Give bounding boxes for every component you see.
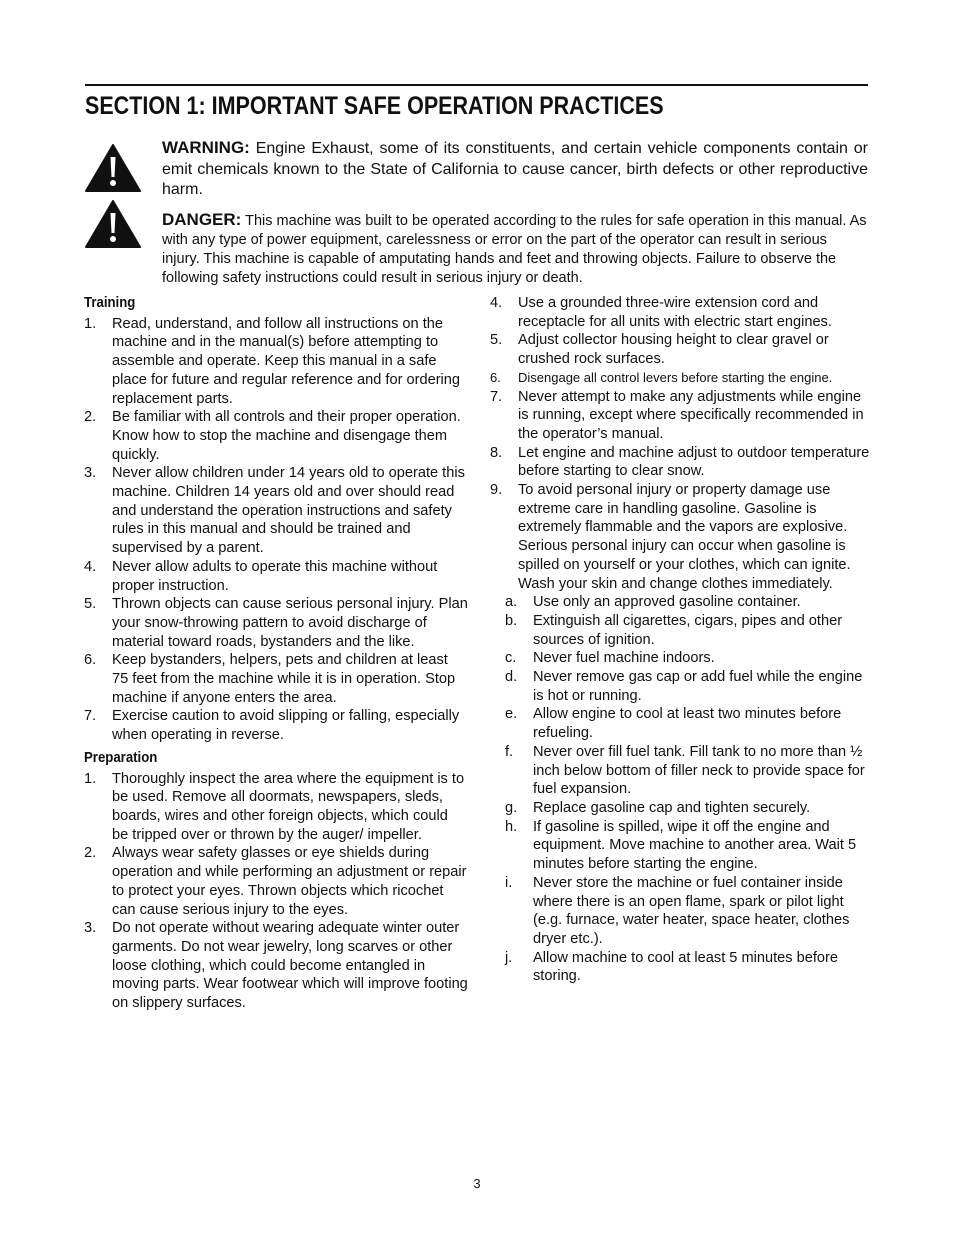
left-column <box>84 294 468 1013</box>
list-item: 4. Use a grounded three-wire extension cord and receptacle for all units with electric start engines. <box>490 295 832 330</box>
page-number: 3 <box>473 1176 481 1191</box>
list-item: 1. Thoroughly inspect the area where the equipment is to be used. Remove all doormats, newspapers, sleds, boards, wires and other foreign objects, which could be tripped over or thrown by the auger/ impeller. <box>84 770 465 843</box>
gasoline-sublist <box>490 593 870 986</box>
list-item: 6. Keep bystanders, helpers, pets and children at least 75 feet from the machine while it is in operation. Stop machine if anyone enters the area. <box>84 652 456 706</box>
preparation-heading: Preparation <box>84 748 158 766</box>
list-item: 5. Thrown objects can cause serious personal injury. Plan your snow-throwing pattern to avoid discharge of material toward roads, bystanders and the like. <box>84 596 468 650</box>
danger-notice <box>162 210 868 288</box>
warning-text: Engine Exhaust, some of its constituents, and certain vehicle components contain or emit chemicals known to the State of California to cause cancer, birth defects or other reproductive harm. <box>162 140 868 198</box>
list-item: 2. Always wear safety glasses or eye shields during operation and while performing an adjustment or repair to protect your eyes. Thrown objects which ricochet can cause serious injury to the eyes. <box>84 845 467 918</box>
right-column <box>490 294 870 986</box>
sub-list-item: d. Never remove gas cap or add fuel while the engine is hot or running. <box>505 669 863 704</box>
list-item: 5. Adjust collector housing height to clear gravel or crushed rock surfaces. <box>490 332 829 368</box>
list-item: 7. Never attempt to make any adjustments while engine is running, except where specifically recommended in the operator’s manual. <box>490 388 864 442</box>
danger-label: DANGER: <box>162 210 242 229</box>
list-item: 7. Exercise caution to avoid slipping or falling, especially when operating in reverse. <box>84 708 460 744</box>
sub-list-item: b. Extinguish all cigarettes, cigars, pipes and other sources of ignition. <box>505 612 843 648</box>
list-item: 8. Let engine and machine adjust to outdoor temperature before starting to clear snow. <box>490 444 870 480</box>
sub-list-item: e. Allow engine to cool at least two minutes before refueling. <box>505 706 842 742</box>
sub-list-item: j. Allow machine to cool at least 5 minutes before storing. <box>505 949 839 985</box>
sub-list-item: a. Use only an approved gasoline container. <box>505 594 801 611</box>
section-title: SECTION 1: IMPORTANT SAFE OPERATION PRACTICES <box>85 92 664 120</box>
warning-notice <box>162 138 868 201</box>
top-rule <box>85 84 868 86</box>
warning-triangle-icon <box>85 143 141 193</box>
list-item: 3. Do not operate without wearing adequate winter outer garments. Do not wear jewelry, long scarves or other loose clothing, which could become entangled in moving parts. Wear footwear which will improve footing on slippery surfaces. <box>84 920 468 1012</box>
list-item: 9. To avoid personal injury or property damage use extreme care in handling gasoline. Gasoline is extremely flammable and the vapors are explosive. Serious personal injury can occur when gasoline is spilled on yourself or your clothes, which can ignite. Wash your skin and change clothes immediately. <box>490 482 851 592</box>
sub-list-item: g. Replace gasoline cap and tighten securely. <box>505 799 811 816</box>
preparation-list-part1 <box>84 770 468 1013</box>
list-item: 1. Read, understand, and follow all instructions on the machine and in the manual(s) before attempting to assemble and operate. Keep this manual in a safe place for future and regular reference and for ordering replacement parts. <box>84 315 461 407</box>
danger-triangle-icon <box>85 199 141 249</box>
list-item: 6. Disengage all control levers before starting the engine. <box>490 369 833 385</box>
danger-text: This machine was built to be operated according to the rules for safe operation in this manual. As with any type of power equipment, carelessness or error on the part of the operator can result in serious injury. This machine is capable of amputating hands and feet and throwing objects. Failure to observe the following safety instructions could result in serious injury or death. <box>162 213 867 286</box>
list-item: 4. Never allow adults to operate this machine without proper instruction. <box>84 558 438 594</box>
list-item: 3. Never allow children under 14 years old to operate this machine. Children 14 years old and over should read and understand the operation instructions and safety rules in this manual and should be trained and supervised by a parent. <box>84 465 465 557</box>
training-heading: Training <box>84 294 136 311</box>
list-item: 2. Be familiar with all controls and their proper operation. Know how to stop the machine and disengage them quickly. <box>84 409 461 463</box>
sub-list-item: f. Never over fill fuel tank. Fill tank to no more than ½ inch below bottom of filler neck to provide space for fuel expansion. <box>505 743 865 798</box>
preparation-list-part2 <box>490 294 870 593</box>
sub-list-item: i. Never store the machine or fuel container inside where there is an open flame, spark or pilot light (e.g. furnace, water heater, space heater, clothes dryer etc.). <box>505 874 850 947</box>
warning-label: WARNING: <box>162 138 250 157</box>
training-list <box>84 315 468 745</box>
sub-list-item: c. Never fuel machine indoors. <box>505 650 715 667</box>
sub-list-item: h. If gasoline is spilled, wipe it off the engine and equipment. Move machine to another area. Wait 5 minutes before starting the engine. <box>505 818 857 873</box>
